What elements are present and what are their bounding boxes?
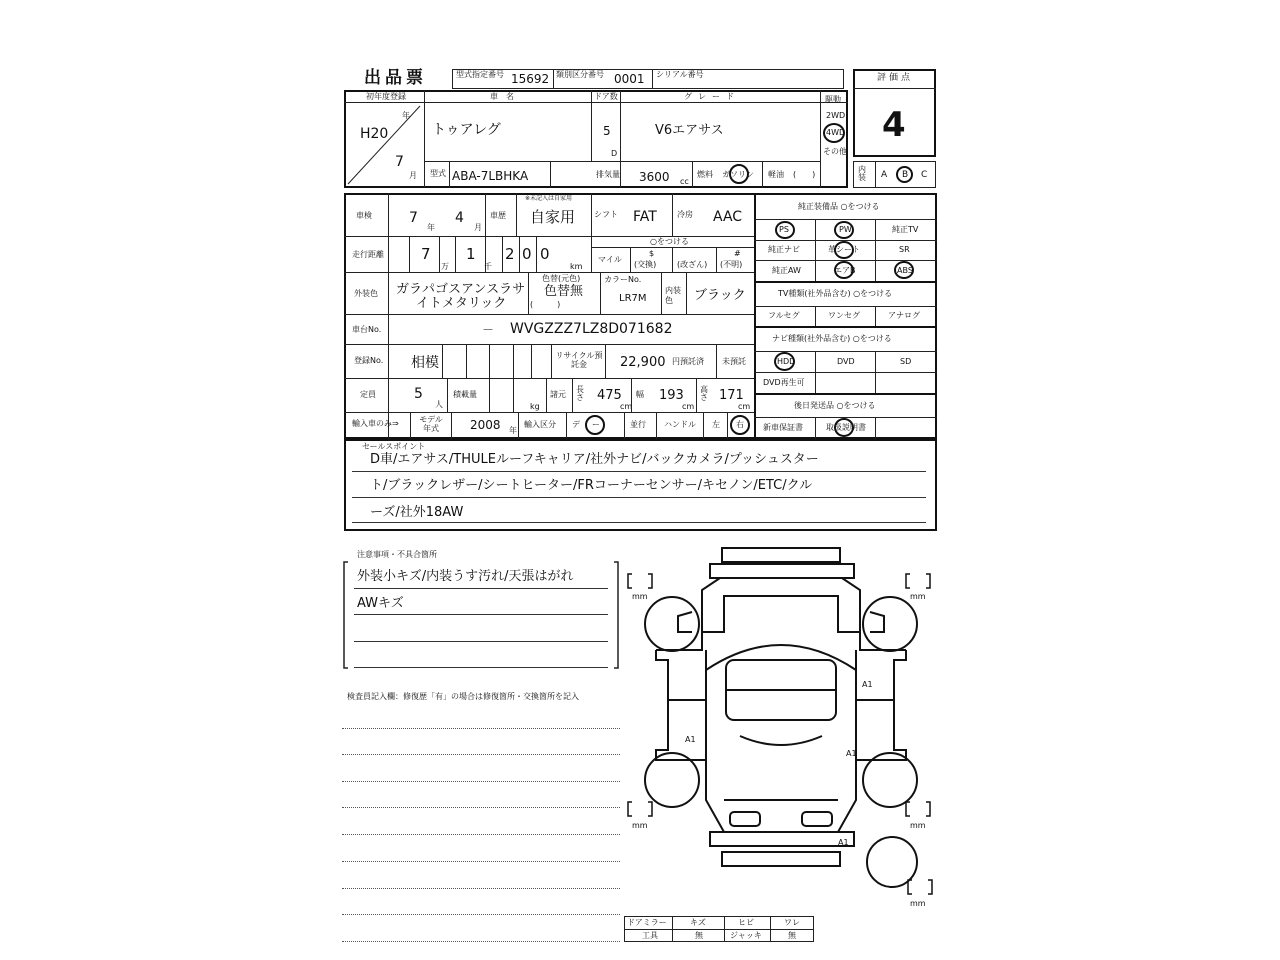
legend-tools-value: 無: [695, 931, 703, 940]
score-label: 評価点: [877, 73, 914, 83]
width-cm: cm: [682, 402, 695, 411]
doors-sub: D: [611, 149, 618, 158]
opt-abs-circle: [894, 261, 914, 279]
recycle-value: 22,900: [620, 355, 666, 370]
interior-color-value: ブラック: [694, 288, 746, 303]
tv-analog: アナログ: [888, 311, 920, 320]
meter-s: $: [649, 249, 655, 258]
score-value: 4: [882, 105, 906, 145]
mileage-digit-1: 7: [421, 245, 431, 263]
import-d: デ: [572, 420, 580, 429]
notes-line-1: 外装小キズ/内装うす汚れ/天張はがれ: [357, 569, 574, 584]
mileage-digit-4: 0: [522, 245, 532, 263]
recycle-unit: 円預託済: [672, 357, 704, 366]
history-label: 車歴: [490, 211, 506, 220]
mileage-digit-2: 1: [466, 245, 476, 263]
shift-label: シフト: [594, 210, 618, 219]
interior-b: B: [902, 170, 909, 180]
opt-navi: 純正ナビ: [768, 245, 800, 254]
color-line-1: ガラパゴスアンスラサ: [396, 282, 526, 297]
displacement-label: 排気量: [596, 170, 620, 179]
category-label: 類別区分番号: [556, 70, 604, 79]
drive-other: その他: [823, 147, 847, 156]
first-reg-year: H20: [360, 126, 389, 142]
tv-fullseg: フルセグ: [768, 311, 800, 320]
page-title: 出品票: [364, 68, 427, 88]
meter-swap: (交換): [634, 260, 657, 269]
shift-value: FAT: [633, 209, 657, 225]
reg-label: 登録No.: [354, 356, 384, 365]
import-circle: [585, 415, 605, 435]
capacity-value: 5: [414, 386, 423, 402]
opt-abs: ABS: [897, 266, 913, 275]
handle-right: 右: [736, 420, 744, 429]
opt-airbag-circle: [834, 261, 854, 279]
model-designation-label: 型式指定番号: [456, 70, 504, 79]
interior-c: C: [921, 170, 928, 180]
kg-unit: kg: [530, 402, 540, 411]
handle-right-circle: [730, 415, 750, 435]
later-manual-circle: [834, 418, 854, 437]
vehicle-name: トゥアレグ: [432, 122, 501, 138]
person-unit: 人: [435, 400, 443, 409]
meter-unknown: (不明): [720, 260, 743, 269]
import-cat-label: 輸入区分: [524, 420, 556, 429]
opt-pw-circle: [834, 221, 854, 239]
color-no-label: カラーNo.: [604, 275, 642, 284]
factory-options-title: 純正装備品 ○をつける: [798, 202, 880, 211]
legend-jack-value: 無: [788, 931, 796, 940]
legend-crack: ヒビ: [738, 918, 754, 927]
displacement-value: 3600: [639, 170, 670, 184]
interior-color-label: 内装色: [665, 286, 681, 305]
opt-pw: PW: [839, 225, 852, 234]
meter-hash: #: [734, 249, 741, 258]
import-dash: ー: [592, 420, 600, 429]
mm-fr: mm: [910, 592, 926, 601]
mileage-man: 万: [441, 262, 449, 271]
orig-color-label: 色替(元色): [542, 274, 581, 283]
opt-tv: 純正TV: [892, 225, 919, 234]
first-reg-label: 初年度登録: [366, 92, 406, 101]
legend-door-mirror: ドアミラー: [627, 918, 667, 927]
later-manual: 取扱説明書: [826, 423, 866, 432]
damage-mark-2: A1: [685, 735, 696, 744]
orig-color-value: 色替無: [544, 284, 584, 299]
mm-rr: mm: [910, 821, 926, 830]
mm-rl: mm: [632, 821, 648, 830]
dvd-play: DVD再生可: [763, 378, 805, 387]
interior-b-circle: [896, 166, 913, 183]
legend-scratch: キズ: [690, 918, 706, 927]
history-note: ※未記入は自家用: [525, 195, 573, 202]
opt-ps-circle: [775, 221, 795, 239]
chassis-label: 車台No.: [352, 325, 382, 334]
fuel-value: ガソリン: [722, 170, 754, 179]
mile-label: マイル: [598, 255, 622, 264]
sales-point-line-2: ト/ブラックレザー/シートヒーター/FRコーナーセンサー/キセノン/ETC/クル: [370, 478, 813, 493]
navi-type-title: ナビ種類(社外品含む) ○をつける: [772, 334, 892, 343]
notes-label: 注意事項・不具合箇所: [357, 550, 437, 559]
legend-tools: 工具: [642, 931, 658, 940]
opt-aw: 純正AW: [772, 266, 801, 275]
drive-4wd-circle: [823, 123, 845, 143]
month-unit: 月: [409, 171, 417, 180]
height-value: 171: [719, 388, 744, 403]
height-label: 高さ: [700, 385, 708, 402]
mileage-sen: 千: [484, 262, 492, 271]
name-label: 車名: [490, 92, 522, 101]
type-label: 型式: [430, 169, 446, 178]
model-year-value: 2008: [470, 418, 501, 432]
opt-leather: 革シート: [828, 245, 860, 254]
fuel-circle: [729, 164, 749, 184]
navi-dvd: DVD: [837, 357, 855, 366]
later-title: 後日発送品 ○をつける: [794, 401, 876, 410]
category-value: 0001: [614, 72, 645, 86]
year-unit: 年: [402, 111, 410, 120]
width-label: 幅: [636, 390, 644, 399]
legend-break: ワレ: [784, 918, 800, 927]
length-value: 475: [597, 388, 622, 403]
inspection-year-unit: 年: [427, 223, 435, 232]
sales-point-line-3: ーズ/社外18AW: [370, 505, 464, 520]
recycle-label: リサイクル預託金: [555, 351, 603, 369]
type-value: ABA-7LBHKA: [452, 169, 529, 183]
color-line-2: イトメタリック: [416, 296, 507, 311]
drive-2wd: 2WD: [826, 111, 846, 120]
first-reg-month: 7: [395, 154, 404, 170]
inspection-year: 7: [409, 210, 418, 226]
length-label: 長さ: [576, 385, 584, 402]
fuel-label: 燃料: [697, 170, 713, 179]
damage-mark-4: A1: [838, 838, 849, 847]
grade-value: V6エアサス: [655, 123, 724, 138]
later-warranty: 新車保証書: [763, 423, 803, 432]
mile-circle-note: ○をつける: [650, 237, 689, 246]
notes-line-2: AWキズ: [357, 596, 404, 611]
inspector-label: 検査員記入欄：修復歴「有」の場合は修復箇所・交換箇所を記入: [347, 692, 579, 701]
navi-hdd: HDD: [777, 357, 796, 366]
height-cm: cm: [738, 402, 751, 411]
ac-label: 冷房: [677, 210, 693, 219]
damage-mark-3: A1: [846, 749, 857, 758]
tv-oneseg: ワンセグ: [828, 311, 860, 320]
import-parallel: 並行: [630, 420, 646, 429]
tv-type-title: TV種類(社外品含む) ○をつける: [778, 289, 893, 298]
interior-grade-label: 内装: [858, 165, 866, 182]
chassis-dash: －: [482, 323, 495, 337]
mileage-digit-3: 2: [505, 245, 515, 263]
mm-fl: mm: [632, 592, 648, 601]
inspection-month-unit: 月: [474, 223, 482, 232]
reg-value: 相模: [411, 355, 439, 371]
ac-value: AAC: [713, 209, 743, 225]
doors-label: ドア数: [594, 92, 618, 101]
diesel-label: 軽油: [768, 170, 784, 179]
meter-modified: (改ざん): [677, 260, 708, 269]
doors-value: 5: [603, 124, 611, 138]
model-designation-value: 15692: [511, 72, 550, 86]
grade-label: グレード: [684, 92, 740, 101]
legend-jack: ジャッキ: [730, 931, 762, 940]
mileage-label: 走行距離: [352, 250, 384, 259]
width-value: 193: [659, 388, 684, 403]
serial-label: シリアル番号: [656, 70, 704, 79]
import-label: 輸入車のみ⇒: [352, 419, 399, 428]
diesel-paren: ( ): [793, 170, 816, 179]
cc-unit: cc: [680, 177, 689, 186]
capacity-label: 定員: [360, 390, 376, 399]
model-year-label: モデル年式: [419, 415, 443, 433]
mileage-km: km: [570, 262, 583, 271]
inspection-label: 車検: [356, 211, 372, 220]
car-diagram: [620, 540, 940, 920]
dim-label: 諸元: [550, 390, 566, 399]
orig-color-paren: ( ): [530, 300, 561, 309]
opt-leather-circle: [834, 241, 854, 259]
load-label: 積載量: [453, 390, 477, 399]
interior-a: A: [881, 170, 888, 180]
drive-label: 駆動: [825, 95, 841, 104]
sales-points-label: セールスポイント: [362, 442, 426, 451]
handle-label: ハンドル: [664, 420, 696, 429]
opt-airbag: エアB: [834, 266, 856, 275]
inspection-month: 4: [455, 210, 464, 226]
history-value: 自家用: [530, 208, 576, 226]
mm-spare: mm: [910, 899, 926, 908]
navi-hdd-circle: [774, 352, 795, 371]
drive-4wd: 4WD: [826, 128, 846, 137]
navi-sd: SD: [900, 357, 912, 366]
chassis-value: WVGZZZ7LZ8D071682: [510, 321, 673, 337]
model-year-unit: 年: [509, 426, 517, 435]
damage-mark-1: A1: [862, 680, 873, 689]
sales-point-line-1: D車/エアサス/THULEルーフキャリア/社外ナビ/バックカメラ/プッシュスター: [370, 452, 819, 467]
handle-left: 左: [712, 420, 720, 429]
opt-sr: SR: [899, 245, 910, 254]
color-no-value: LR7M: [619, 293, 647, 304]
length-cm: cm: [620, 402, 633, 411]
color-label: 外装色: [354, 289, 378, 298]
opt-ps: PS: [779, 225, 789, 234]
mileage-digit-5: 0: [540, 245, 550, 263]
recycle-no: 未預託: [722, 357, 746, 366]
